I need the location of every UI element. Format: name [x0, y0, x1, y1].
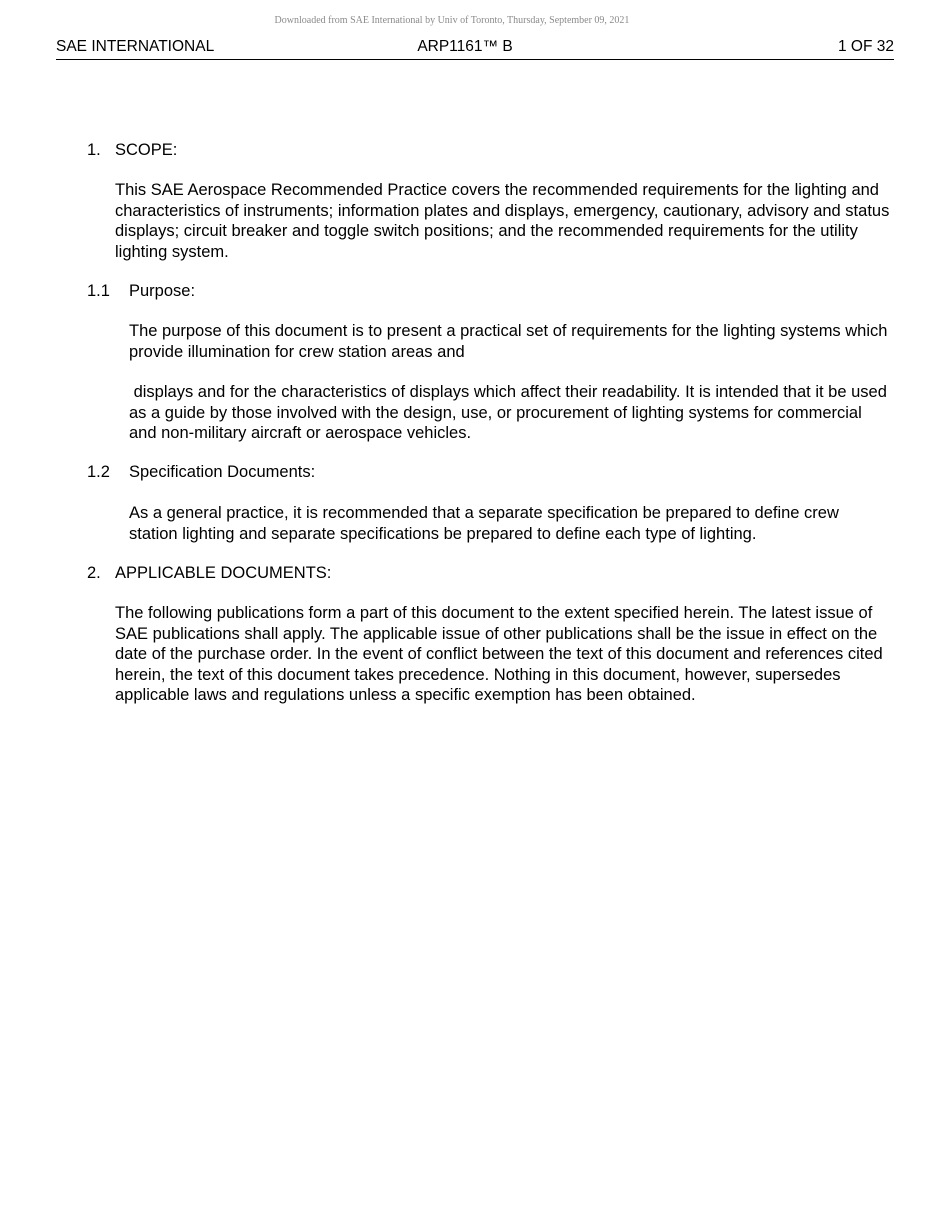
header-organization: SAE INTERNATIONAL: [56, 38, 215, 55]
section-purpose-paragraph-2: displays and for the characteristics of displays which affect their readability. It is intended that it be used as a guide by those involved with the design, use, or procurement of lighting systems for commercial and non-military aircraft or aerospace vehicles.: [129, 383, 892, 442]
section-purpose-paragraph-1: The purpose of this document is to present a practical set of requirements for the lighting systems which provide illumination for crew station areas and: [129, 322, 888, 361]
section-scope-heading: [87, 140, 177, 161]
header-page-number: 1 OF 32: [838, 38, 894, 55]
section-purpose-heading: [87, 281, 195, 302]
section-applicable-documents-paragraph: The following publications form a part of this document to the extent specified herein. The latest issue of SAE publications shall apply. The applicable issue of other publications shall be the issue in effect on the date of the purchase order. In the event of conflict between the text of this document and references cited herein, the text of this document takes precedence. Nothing in this document, however, supersedes applicable laws and regulations unless a specific exemption has been obtained.: [115, 604, 883, 704]
section-number: 1.2: [87, 463, 110, 481]
section-applicable-documents-heading: [87, 563, 331, 584]
page-header: [56, 38, 894, 60]
section-title: Specification Documents:: [129, 463, 316, 481]
download-banner: Downloaded from SAE International by Univ of Toronto, Thursday, September 09, 2021: [274, 15, 630, 26]
section-number: 1.: [87, 141, 101, 159]
section-title: Purpose:: [129, 282, 196, 300]
section-specification-documents-paragraph: As a general practice, it is recommended that a separate specification be prepared to define crew station lighting and separate specifications be prepared to define each type of lighting.: [129, 504, 839, 543]
section-title: SCOPE:: [115, 141, 178, 159]
section-number: 1.1: [87, 282, 110, 300]
header-document-id-wrapper: [56, 38, 894, 56]
section-title: APPLICABLE DOCUMENTS:: [115, 564, 332, 582]
header-document-id: ARP1161™ B: [417, 38, 513, 55]
section-scope-paragraph: This SAE Aerospace Recommended Practice covers the recommended requirements for the lighting and characteristics of instruments; information plates and displays, emergency, cautionary, advisory and status displays; circuit breaker and toggle switch positions; and the recommended requirements for the utility lighting system.: [115, 181, 890, 261]
section-specification-documents-heading: [87, 462, 315, 483]
section-number: 2.: [87, 564, 101, 582]
